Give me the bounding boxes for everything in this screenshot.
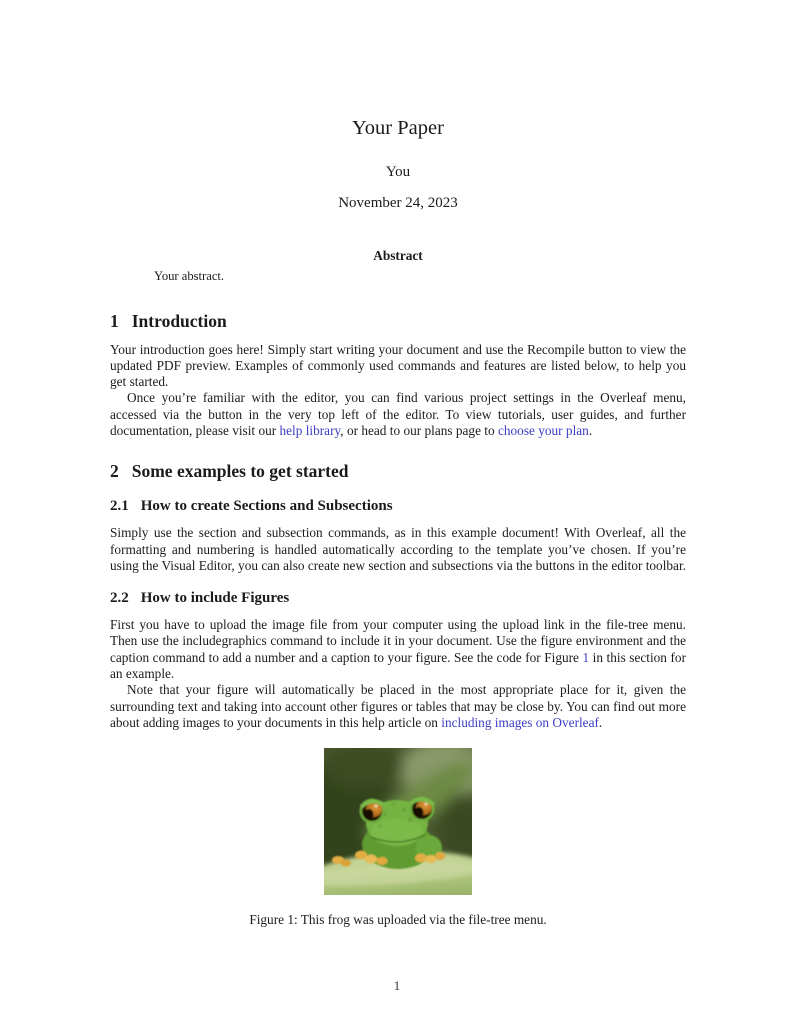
paper-title: Your Paper xyxy=(352,117,444,139)
paragraph-text: . xyxy=(598,714,603,730)
subsection-2-1-heading xyxy=(110,497,686,515)
paragraph-text: . xyxy=(588,422,593,438)
intro-paragraph-2 xyxy=(110,390,686,439)
abstract-text: Your abstract. xyxy=(154,269,225,283)
frog-photo xyxy=(324,748,472,895)
figures-paragraph-1 xyxy=(110,617,686,682)
paragraph-text: Once you’re familiar with the editor, you can find various project settings in the Overleaf menu, accessed via the button in the very top left of the editor. To view tutorials, user guides, and further documentation, please visit our xyxy=(110,390,686,438)
section-2-heading xyxy=(110,461,686,482)
sections-paragraph: Simply use the section and subsection commands, as in this example document! With Overleaf, all the formatting and numbering is handled automatically according to the template you’ve chosen. If you’re using the Visual Editor, you can also create new section and subsections via the buttons in the editor toolbar. xyxy=(110,525,686,573)
subsection-2-2-title: How to include Figures xyxy=(140,590,290,607)
figure-1-ref-link[interactable]: 1 xyxy=(582,649,590,665)
paragraph-text: , or head to our plans page to xyxy=(340,422,498,438)
section-1-number: 1 xyxy=(110,310,119,331)
intro-paragraph-1: Your introduction goes here! Simply start writing your document and use the Recompile button to view the updated PDF preview. Examples of commonly used commands and features are listed below, to help you get started. xyxy=(110,341,686,390)
figure-1-caption: Figure 1: This frog was uploaded via the file-tree menu. xyxy=(249,912,547,928)
section-2-number: 2 xyxy=(110,461,119,482)
subsection-2-2-number: 2.2 xyxy=(110,590,129,607)
paragraph-text: First you have to upload the image file from your computer using the upload link in the file-tree menu. Then use the includegraphics command to include it in your document. Use the figure environment and the caption command to add a number and a caption to your figure. See the code for Figure xyxy=(110,617,686,665)
subsection-2-1-number: 2.1 xyxy=(110,498,129,515)
paper-author: You xyxy=(385,164,411,180)
abstract-heading: Abstract xyxy=(373,248,423,263)
including-images-link[interactable]: including images on Overleaf xyxy=(441,714,599,730)
help-library-link[interactable]: help library xyxy=(279,422,341,438)
paragraph-text: in this section for an example. xyxy=(110,649,686,682)
page-number: 1 xyxy=(393,978,401,993)
page-content xyxy=(110,0,686,928)
figures-paragraph-2 xyxy=(110,682,686,731)
subsection-2-2-heading xyxy=(110,589,686,607)
figure-1 xyxy=(110,748,686,928)
section-1-title: Introduction xyxy=(131,310,227,331)
section-2-title: Some examples to get started xyxy=(131,461,349,482)
section-1-heading xyxy=(110,311,686,332)
subsection-2-1-title: How to create Sections and Subsections xyxy=(140,498,393,515)
paper-date: November 24, 2023 xyxy=(338,195,458,211)
choose-your-plan-link[interactable]: choose your plan xyxy=(497,422,589,438)
paragraph-text: Note that your figure will automatically be placed in the most appropriate place for it, given the surrounding text and taking into account other figures or tables that may be close by. You can find out more about adding images to your documents in this help article on xyxy=(110,682,686,730)
